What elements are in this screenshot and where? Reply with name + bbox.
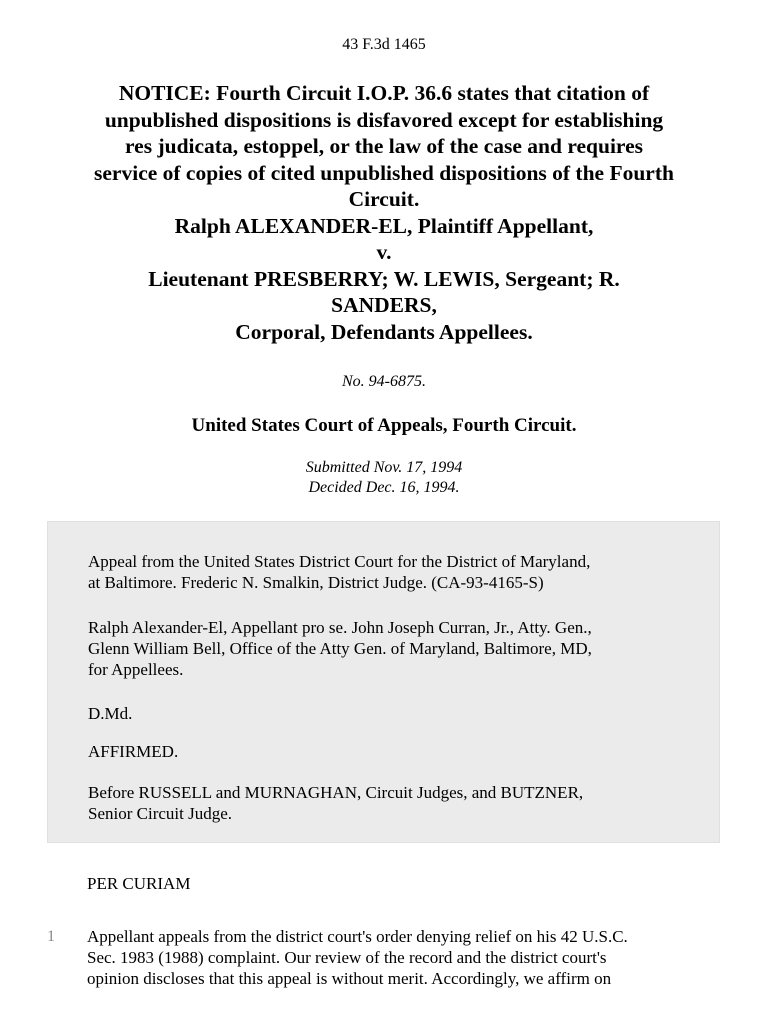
- notice-line: NOTICE: Fourth Circuit I.O.P. 36.6 states that citation of: [118, 81, 650, 105]
- counsel-line: for Appellees.: [88, 660, 184, 679]
- per-curiam-heading: PER CURIAM: [87, 874, 191, 893]
- case-info-box: [47, 521, 720, 843]
- counsel-line: Ralph Alexander-El, Appellant pro se. John Joseph Curran, Jr., Atty. Gen.,: [88, 618, 592, 637]
- panel-text: [88, 782, 688, 824]
- plaintiff-line: Ralph ALEXANDER-EL, Plaintiff Appellant,: [174, 213, 594, 238]
- district-text: D.Md.: [88, 704, 133, 723]
- decided-date: Decided Dec. 16, 1994.: [308, 479, 460, 496]
- counsel-line: Glenn William Bell, Office of the Atty Gen. of Maryland, Baltimore, MD,: [88, 639, 592, 658]
- case-citation: 43 F.3d 1465: [342, 36, 426, 53]
- defendants-line: Corporal, Defendants Appellees.: [235, 319, 533, 344]
- case-caption: [40, 80, 728, 345]
- opinion-line: Sec. 1983 (1988) complaint. Our review of the record and the district court's: [87, 948, 607, 967]
- appeal-from-line: Appeal from the United States District Court for the District of Maryland,: [88, 552, 591, 571]
- notice-line: service of copies of cited unpublished dispositions of the Fourth: [94, 160, 674, 185]
- case-dates: [0, 458, 768, 498]
- appeal-from-text: [88, 551, 688, 593]
- defendants-line: SANDERS,: [331, 293, 437, 317]
- counsel-text: [88, 617, 688, 680]
- submitted-date: Submitted Nov. 17, 1994: [305, 459, 463, 476]
- appeal-from-line: at Baltimore. Frederic N. Smalkin, District Judge. (CA-93-4165-S): [88, 573, 544, 592]
- panel-line: Before RUSSELL and MURNAGHAN, Circuit Judges, and BUTZNER,: [88, 783, 584, 802]
- versus-line: v.: [376, 240, 392, 264]
- disposition-text: AFFIRMED.: [88, 742, 179, 761]
- opinion-line: Appellant appeals from the district court's order denying relief on his 42 U.S.C.: [87, 927, 628, 946]
- notice-line: unpublished dispositions is disfavored except for establishing: [104, 107, 664, 132]
- defendants-line: Lieutenant PRESBERRY; W. LEWIS, Sergeant; R.: [148, 266, 620, 291]
- notice-line: Circuit.: [348, 187, 420, 211]
- opinion-paragraph: [87, 926, 727, 989]
- docket-number: No. 94-6875.: [342, 373, 426, 390]
- notice-line: res judicata, estoppel, or the law of the case and requires: [125, 134, 643, 158]
- opinion-line: opinion discloses that this appeal is without merit. Accordingly, we affirm on: [87, 969, 612, 988]
- paragraph-number: 1: [47, 928, 55, 945]
- court-name: United States Court of Appeals, Fourth Circuit.: [191, 415, 577, 436]
- panel-line: Senior Circuit Judge.: [88, 804, 233, 823]
